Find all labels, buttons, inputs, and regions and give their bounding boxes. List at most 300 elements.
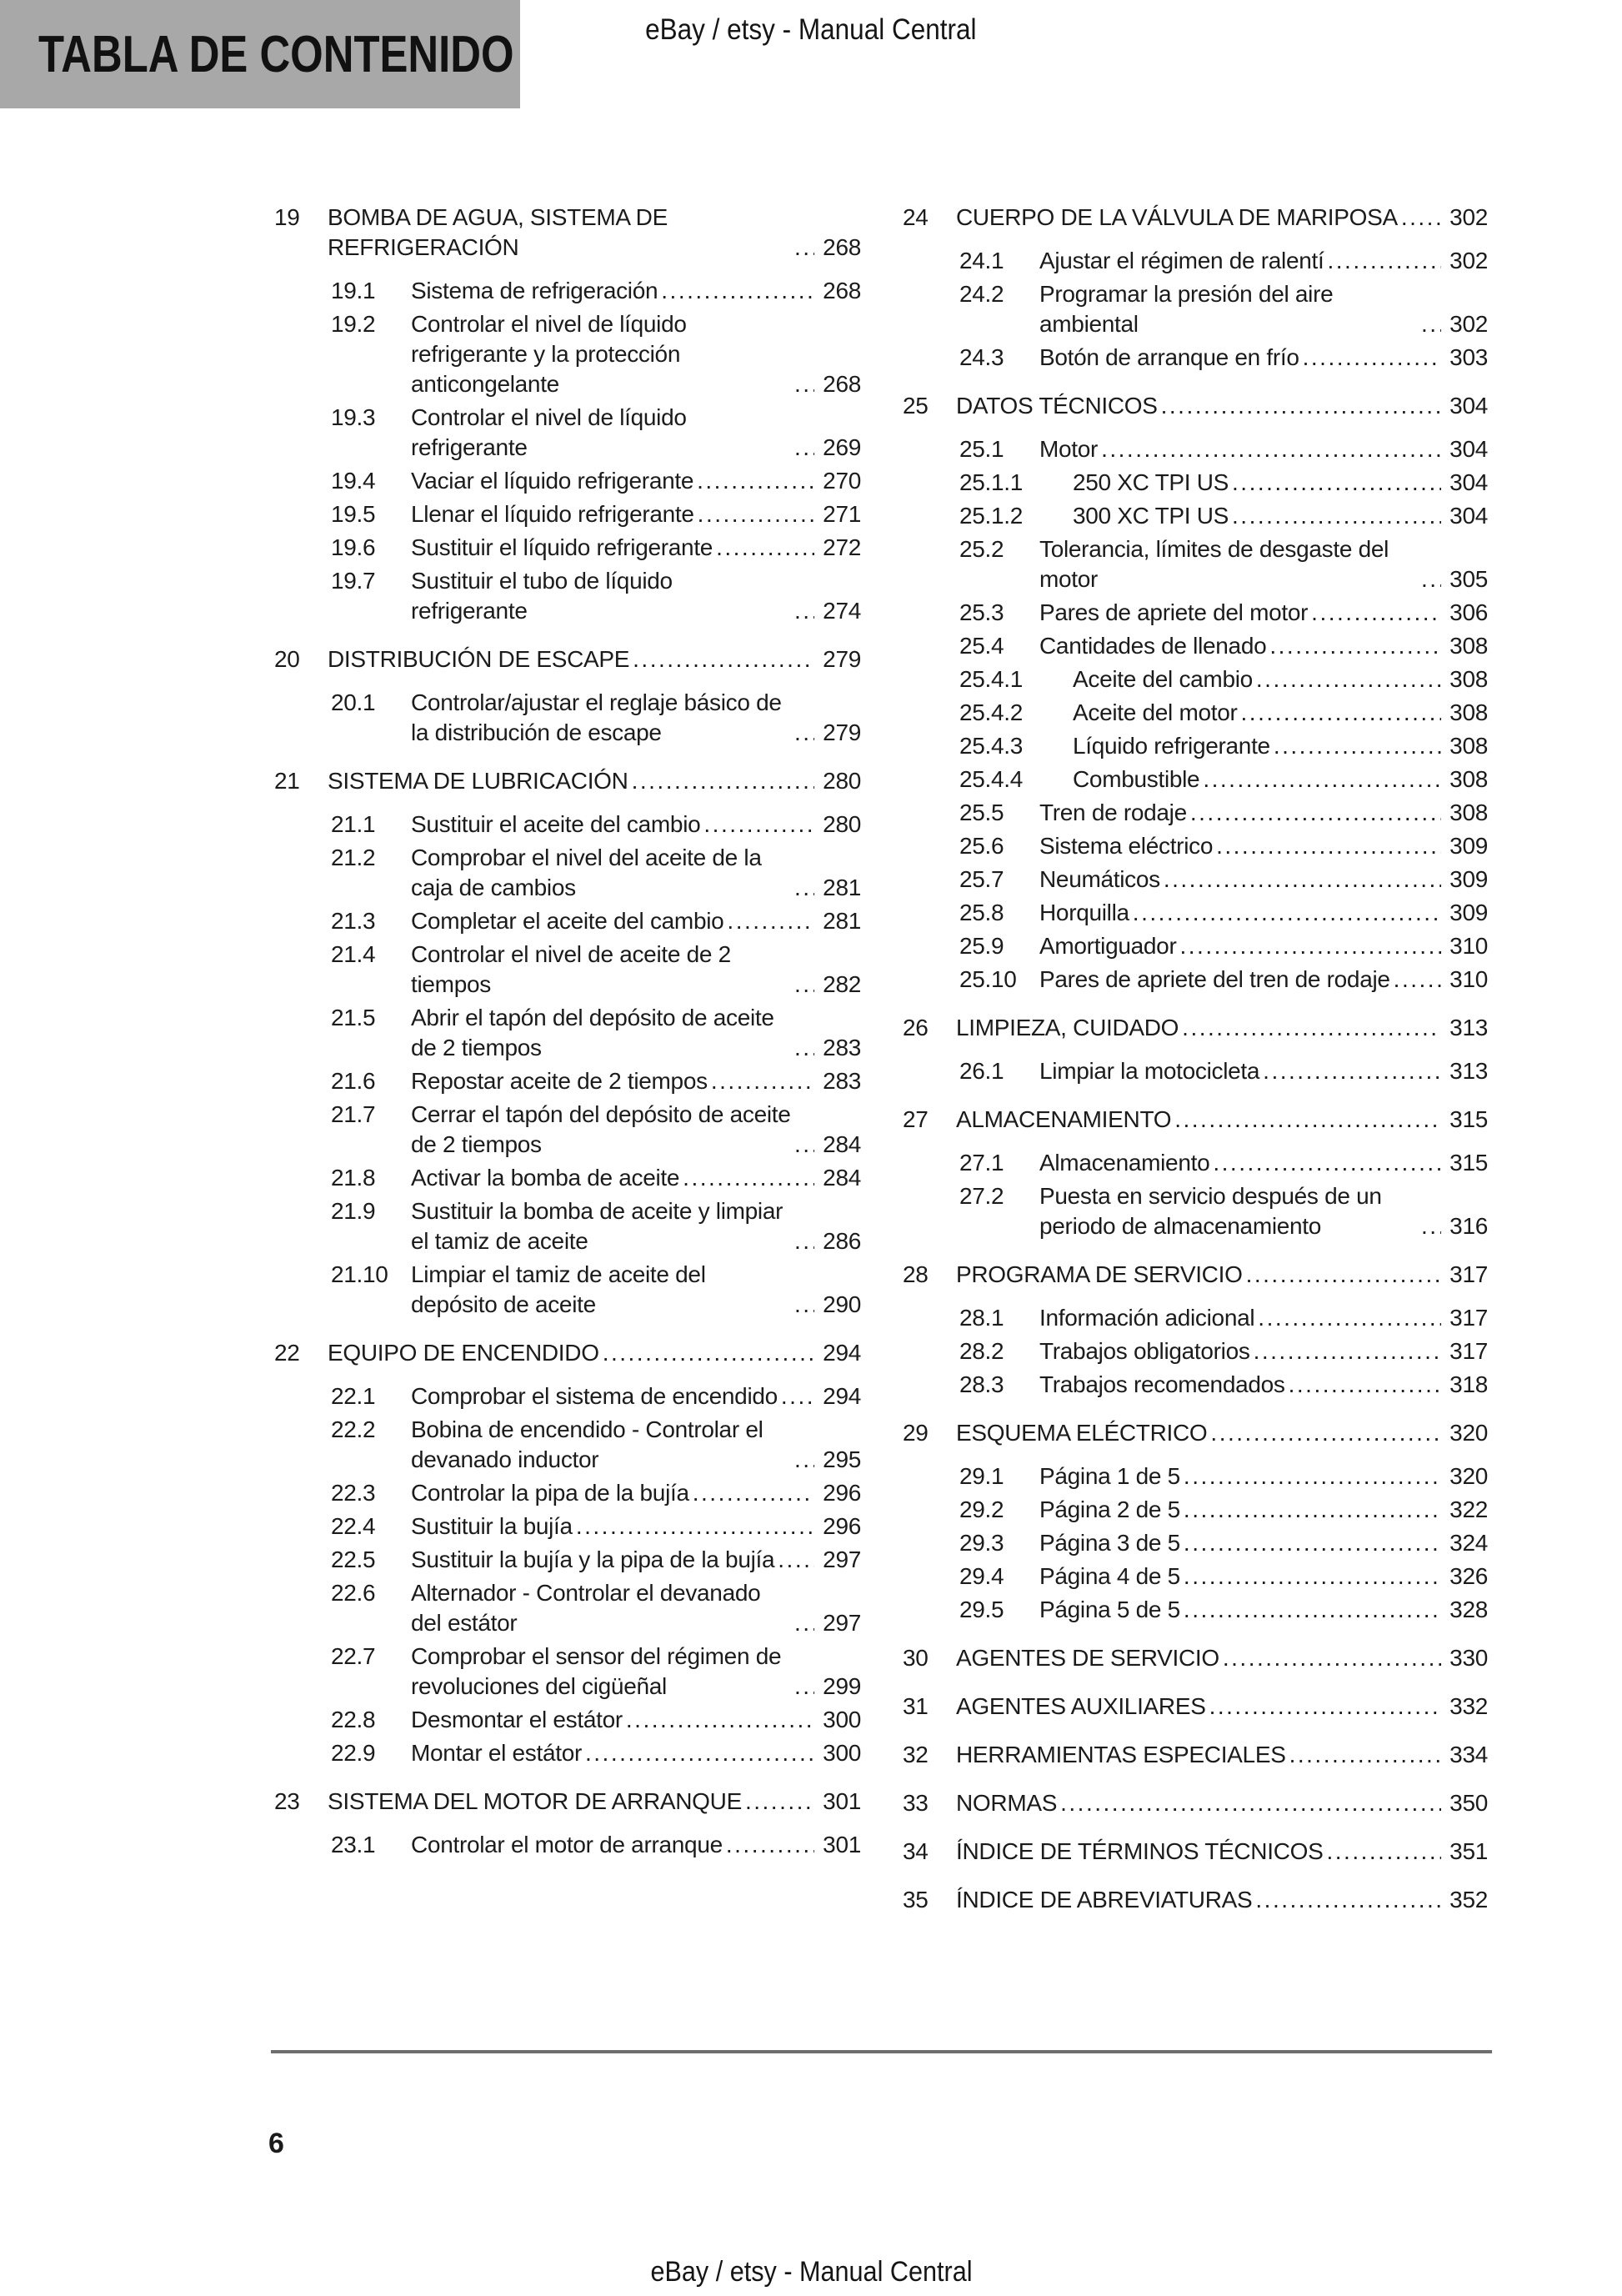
document-header — [0, 13, 1622, 47]
toc-entry-number: 23 — [274, 1788, 300, 1814]
toc-entry-page: 268 — [823, 278, 861, 303]
toc-entry-title: PROGRAMA DE SERVICIO — [956, 1261, 1243, 1287]
toc-entry-title: ÍNDICE DE TÉRMINOS TÉCNICOS — [956, 1838, 1324, 1864]
toc-chapter-row — [903, 1788, 1488, 1818]
toc-chapter-row — [903, 1885, 1488, 1915]
dot-leader — [1184, 1562, 1441, 1592]
toc-entry-number: 22 — [274, 1340, 300, 1366]
toc-entry-title: EQUIPO DE ENCENDIDO — [328, 1340, 599, 1366]
toc-chapter-entries — [903, 1303, 1488, 1400]
toc-entry-page: 274 — [823, 598, 861, 624]
toc-entry-title: Pares de apriete del motor — [1039, 599, 1309, 625]
toc-entry-title: Página 5 de 5 — [1039, 1597, 1180, 1622]
toc-entry-number: 28 — [903, 1261, 929, 1287]
toc-entry-row — [903, 631, 1488, 661]
toc-entry-page: 315 — [1449, 1106, 1488, 1132]
toc-entry-title: Bobina de encendido - Controlar el devanado inductor — [411, 1416, 763, 1472]
toc-entry-row — [274, 1163, 861, 1193]
dot-leader — [794, 970, 814, 1000]
toc-entry-row — [274, 1260, 861, 1320]
toc-chapter-entries — [903, 1056, 1488, 1086]
toc-entry-title: Comprobar el nivel del aceite de la caja de cambios — [411, 845, 762, 900]
toc-entry-title: Ajustar el régimen de ralentí — [1039, 248, 1324, 273]
toc-entry-page: 283 — [823, 1035, 861, 1060]
dot-leader — [1184, 1461, 1441, 1491]
toc-entry-row — [274, 1545, 861, 1575]
dot-leader — [1401, 203, 1441, 233]
toc-chapter — [274, 644, 861, 748]
toc-entry-title: Sustituir la bomba de aceite y limpiar el tamiz de aceite — [411, 1198, 783, 1254]
toc-entry-title: Botón de arranque en frío — [1039, 344, 1299, 370]
dot-leader — [1161, 391, 1441, 421]
toc-entry-row — [903, 1336, 1488, 1366]
toc-entry-title: Neumáticos — [1039, 866, 1160, 892]
dot-leader — [1303, 343, 1441, 373]
toc-entry-number: 34 — [903, 1838, 929, 1864]
toc-entry-title: Comprobar el sistema de encendido — [411, 1383, 778, 1409]
toc-entry-row — [274, 566, 861, 626]
toc-entry-title: NORMAS — [956, 1790, 1058, 1816]
dot-leader — [626, 1705, 814, 1735]
toc-entry-page: 304 — [1449, 393, 1488, 419]
toc-chapter — [903, 1643, 1488, 1673]
toc-chapter — [274, 203, 861, 626]
toc-entry-title: SISTEMA DE LUBRICACIÓN — [328, 768, 628, 794]
footer-divider — [271, 2050, 1492, 2053]
toc-chapter-entries — [903, 1148, 1488, 1241]
toc-entry-number: 21.7 — [331, 1101, 376, 1127]
toc-entry-number: 19.4 — [331, 468, 376, 494]
toc-chapter — [903, 1692, 1488, 1722]
toc-entry-row — [903, 1148, 1488, 1178]
toc-entry-title: ESQUEMA ELÉCTRICO — [956, 1420, 1208, 1446]
toc-entry-title: Página 2 de 5 — [1039, 1496, 1180, 1522]
dot-leader — [1289, 1740, 1441, 1770]
toc-entry-row — [274, 1196, 861, 1256]
toc-entry-page: 295 — [823, 1446, 861, 1472]
toc-entry-row — [903, 1528, 1488, 1558]
toc-entry-row — [274, 1511, 861, 1542]
toc-entry-number: 27.2 — [959, 1183, 1004, 1209]
toc-entry-page: 268 — [823, 371, 861, 397]
toc-entry-page: 269 — [823, 434, 861, 460]
toc-entry-number: 19 — [274, 204, 300, 230]
toc-entry-row — [903, 1303, 1488, 1333]
toc-entry-title: Página 1 de 5 — [1039, 1463, 1180, 1489]
toc-entry-number: 25.3 — [959, 599, 1004, 625]
toc-chapter — [903, 1105, 1488, 1241]
toc-entry-title: Controlar/ajustar el reglaje básico de la distribución de escape — [411, 689, 782, 745]
dot-leader — [778, 1545, 814, 1575]
toc-entry-page: 317 — [1449, 1261, 1488, 1287]
toc-chapter-entries — [903, 434, 1488, 995]
dot-leader — [1184, 1595, 1441, 1625]
toc-entry-page: 300 — [823, 1740, 861, 1766]
toc-entry-title: Página 4 de 5 — [1039, 1563, 1180, 1589]
toc-entry-page: 330 — [1449, 1645, 1488, 1671]
toc-entry-row — [903, 731, 1488, 761]
dot-leader — [1060, 1788, 1441, 1818]
toc-entry-page: 303 — [1449, 344, 1488, 370]
toc-entry-number: 21.4 — [331, 941, 376, 967]
toc-chapter-row — [903, 1740, 1488, 1770]
dot-leader — [794, 1033, 814, 1063]
toc-entry-title: Amortiguador — [1039, 933, 1177, 959]
toc-entry-number: 22.5 — [331, 1547, 376, 1572]
toc-entry-row — [274, 276, 861, 306]
toc-chapter-row — [274, 203, 861, 263]
toc-entry-title: Llenar el líquido refrigerante — [411, 501, 694, 527]
toc-entry-row — [903, 798, 1488, 828]
toc-entry-number: 19.6 — [331, 534, 376, 560]
toc-entry-title: Página 3 de 5 — [1039, 1530, 1180, 1556]
toc-entry-title: Abrir el tapón del depósito de aceite de 2 tiempos — [411, 1005, 774, 1060]
toc-entry-title: Controlar el nivel de líquido refrigerante — [411, 404, 687, 460]
toc-entry-number: 22.1 — [331, 1383, 376, 1409]
dot-leader — [1164, 865, 1441, 895]
toc-entry-title: Horquilla — [1039, 900, 1129, 925]
toc-entry-row — [274, 1738, 861, 1768]
toc-entry-page: 301 — [823, 1832, 861, 1857]
toc-entry-page: 304 — [1449, 469, 1488, 495]
toc-entry-number: 19.3 — [331, 404, 376, 430]
toc-entry-title: Limpiar el tamiz de aceite del depósito de aceite — [411, 1261, 706, 1317]
toc-entry-number: 27.1 — [959, 1150, 1004, 1176]
toc-entry-number: 28.1 — [959, 1305, 1004, 1331]
dot-leader — [1179, 931, 1441, 961]
toc-entry-row — [274, 533, 861, 563]
toc-entry-page: 281 — [823, 875, 861, 900]
toc-chapter — [903, 391, 1488, 995]
dot-leader — [1101, 434, 1441, 464]
toc-entry-number: 33 — [903, 1790, 929, 1816]
toc-entry-title: Tolerancia, límites de desgaste del motor — [1039, 536, 1389, 592]
dot-leader — [1184, 1495, 1441, 1525]
dot-leader — [697, 466, 814, 496]
toc-chapter-row — [274, 766, 861, 796]
dot-leader — [1232, 468, 1441, 498]
toc-chapter-entries — [903, 246, 1488, 373]
toc-entry-number: 22.6 — [331, 1580, 376, 1606]
toc-entry-title: Sustituir el líquido refrigerante — [411, 534, 713, 560]
toc-chapter-entries — [903, 1461, 1488, 1625]
toc-entry-row — [274, 403, 861, 463]
toc-entry-number: 25.5 — [959, 800, 1004, 825]
toc-entry-row — [903, 965, 1488, 995]
toc-entry-row — [274, 1003, 861, 1063]
toc-entry-title: Aceite del motor — [1073, 699, 1238, 725]
toc-entry-page: 315 — [1449, 1150, 1488, 1176]
toc-entry-title: Limpiar la motocicleta — [1039, 1058, 1260, 1084]
dot-leader — [683, 1163, 814, 1193]
toc-entry-number: 22.2 — [331, 1416, 376, 1442]
toc-entry-title: Completar el aceite del cambio — [411, 908, 724, 934]
toc-entry-title: Controlar el motor de arranque — [411, 1832, 723, 1857]
toc-entry-page: 318 — [1449, 1371, 1488, 1397]
toc-chapter — [274, 1338, 861, 1768]
dot-leader — [1256, 664, 1441, 694]
toc-entry-row — [903, 1056, 1488, 1086]
toc-entry-title: CUERPO DE LA VÁLVULA DE MARIPOSA — [956, 204, 1398, 230]
toc-entry-page: 308 — [1449, 733, 1488, 759]
toc-entry-page: 294 — [823, 1340, 861, 1366]
toc-chapter — [903, 1740, 1488, 1770]
toc-entry-title: Trabajos recomendados — [1039, 1371, 1285, 1397]
document-header-text: eBay / etsy - Manual Central — [645, 13, 977, 46]
toc-entry-title: Montar el estátor — [411, 1740, 582, 1766]
toc-entry-number: 25.7 — [959, 866, 1004, 892]
toc-entry-number: 25 — [903, 393, 929, 419]
toc-entry-row — [274, 1066, 861, 1096]
toc-entry-row — [903, 1461, 1488, 1491]
toc-entry-page: 270 — [823, 468, 861, 494]
toc-chapter-entries — [274, 810, 861, 1320]
toc-entry-page: 317 — [1449, 1338, 1488, 1364]
dot-leader — [1232, 501, 1441, 531]
dot-leader — [794, 596, 814, 626]
toc-entry-title: Líquido refrigerante — [1073, 733, 1270, 759]
toc-entry-number: 25.10 — [959, 966, 1017, 992]
toc-chapter-row — [903, 1013, 1488, 1043]
toc-entry-title: Aceite del cambio — [1073, 666, 1253, 692]
dot-leader — [794, 1130, 814, 1160]
toc-entry-row — [274, 1705, 861, 1735]
toc-entry-row — [903, 1562, 1488, 1592]
toc-entry-title: Controlar el nivel de aceite de 2 tiempos — [411, 941, 731, 997]
toc-entry-row — [274, 810, 861, 840]
dot-leader — [693, 1478, 814, 1508]
toc-entry-page: 302 — [1449, 311, 1488, 337]
toc-entry-number: 27 — [903, 1106, 929, 1132]
toc-entry-row — [903, 664, 1488, 694]
dot-leader — [1421, 564, 1441, 594]
toc-entry-page: 284 — [823, 1131, 861, 1157]
toc-entry-page: 326 — [1449, 1563, 1488, 1589]
toc-entry-page: 281 — [823, 908, 861, 934]
dot-leader — [1182, 1013, 1441, 1043]
dot-leader — [1223, 1643, 1441, 1673]
toc-column-right — [903, 203, 1488, 1915]
toc-entry-number: 29 — [903, 1420, 929, 1446]
toc-entry-page: 272 — [823, 534, 861, 560]
toc-chapter — [903, 203, 1488, 373]
toc-entry-page: 332 — [1449, 1693, 1488, 1719]
dot-leader — [711, 1066, 814, 1096]
toc-entry-number: 20.1 — [331, 689, 376, 715]
toc-entry-row — [274, 1381, 861, 1411]
toc-entry-title: Cantidades de llenado — [1039, 633, 1267, 659]
toc-entry-page: 306 — [1449, 599, 1488, 625]
toc-entry-number: 25.4.4 — [959, 766, 1024, 792]
dot-leader — [794, 233, 814, 263]
toc-entry-number: 19.5 — [331, 501, 376, 527]
toc-entry-number: 29.1 — [959, 1463, 1004, 1489]
toc-entry-page: 308 — [1449, 800, 1488, 825]
toc-entry-row — [903, 534, 1488, 594]
toc-entry-row — [274, 906, 861, 936]
toc-chapter-row — [903, 1643, 1488, 1673]
dot-leader — [794, 369, 814, 399]
toc-entry-number: 24.1 — [959, 248, 1004, 273]
toc-entry-title: Sustituir la bujía y la pipa de la bujía — [411, 1547, 775, 1572]
toc-entry-number: 21.8 — [331, 1165, 376, 1191]
toc-entry-number: 32 — [903, 1742, 929, 1767]
toc-entry-number: 22.9 — [331, 1740, 376, 1766]
toc-entry-number: 31 — [903, 1693, 929, 1719]
dot-leader — [1327, 246, 1441, 276]
toc-entry-title: DISTRIBUCIÓN DE ESCAPE — [328, 646, 630, 672]
toc-chapter — [903, 1418, 1488, 1625]
toc-entry-number: 24.3 — [959, 344, 1004, 370]
toc-entry-number: 25.4 — [959, 633, 1004, 659]
toc-entry-page: 309 — [1449, 866, 1488, 892]
toc-entry-page: 297 — [823, 1547, 861, 1572]
toc-entry-page: 317 — [1449, 1305, 1488, 1331]
toc-entry-title: AGENTES AUXILIARES — [956, 1693, 1206, 1719]
dot-leader — [698, 499, 814, 529]
dot-leader — [661, 276, 814, 306]
toc-entry-number: 19.2 — [331, 311, 376, 337]
toc-entry-row — [903, 1370, 1488, 1400]
toc-chapter — [903, 1837, 1488, 1867]
toc-entry-page: 280 — [823, 811, 861, 837]
toc-entry-title: Motor — [1039, 436, 1099, 462]
toc-entry-row — [274, 499, 861, 529]
dot-leader — [794, 1608, 814, 1638]
page-title: TABLA DE CONTENIDO — [38, 25, 514, 83]
toc-chapter — [274, 766, 861, 1320]
dot-leader — [794, 1226, 814, 1256]
toc-entry-row — [274, 843, 861, 903]
toc-entry-page: 279 — [823, 719, 861, 745]
toc-entry-page: 294 — [823, 1383, 861, 1409]
toc-chapter-row — [903, 391, 1488, 421]
toc-entry-page: 350 — [1449, 1790, 1488, 1816]
toc-entry-number: 21.10 — [331, 1261, 388, 1287]
toc-entry-number: 30 — [903, 1645, 929, 1671]
toc-chapter-row — [903, 1105, 1488, 1135]
toc-entry-number: 25.4.3 — [959, 733, 1024, 759]
toc-entry-title: Sistema eléctrico — [1039, 833, 1214, 859]
toc-chapter-row — [274, 1787, 861, 1817]
toc-entry-page: 297 — [823, 1610, 861, 1636]
toc-entry-title: Activar la bomba de aceite — [411, 1165, 680, 1191]
toc-entry-page: 322 — [1449, 1496, 1488, 1522]
toc-entry-number: 26 — [903, 1015, 929, 1040]
toc-entry-page: 296 — [823, 1513, 861, 1539]
toc-entry-page: 328 — [1449, 1597, 1488, 1622]
toc-entry-row — [903, 764, 1488, 795]
toc-entry-row — [274, 688, 861, 748]
toc-entry-row — [274, 1830, 861, 1860]
dot-leader — [576, 1511, 814, 1542]
toc-entry-row — [903, 501, 1488, 531]
toc-chapter-entries — [274, 276, 861, 626]
toc-entry-page: 279 — [823, 646, 861, 672]
toc-entry-row — [903, 343, 1488, 373]
toc-chapter-row — [903, 203, 1488, 233]
toc-entry-number: 25.2 — [959, 536, 1004, 562]
toc-entry-page: 320 — [1449, 1420, 1488, 1446]
toc-entry-title: Repostar aceite de 2 tiempos — [411, 1068, 708, 1094]
toc-chapter-entries — [274, 1381, 861, 1768]
dot-leader — [1311, 598, 1441, 628]
toc-entry-page: 284 — [823, 1165, 861, 1191]
page-number: 6 — [268, 2128, 284, 2159]
toc-entry-number: 28.3 — [959, 1371, 1004, 1397]
toc-entry-number: 25.1.2 — [959, 503, 1024, 529]
toc-entry-title: Almacenamiento — [1039, 1150, 1210, 1176]
toc-entry-page: 324 — [1449, 1530, 1488, 1556]
toc-entry-title: SISTEMA DEL MOTOR DE ARRANQUE — [328, 1788, 742, 1814]
toc-entry-row — [903, 1595, 1488, 1625]
toc-entry-number: 26.1 — [959, 1058, 1004, 1084]
toc-entry-number: 21.1 — [331, 811, 376, 837]
dot-leader — [633, 644, 814, 674]
toc-entry-title: ALMACENAMIENTO — [956, 1106, 1172, 1132]
toc-entry-page: 304 — [1449, 436, 1488, 462]
toc-entry-title: Desmontar el estátor — [411, 1707, 623, 1732]
toc-entry-row — [903, 1181, 1488, 1241]
toc-entry-number: 29.3 — [959, 1530, 1004, 1556]
dot-leader — [781, 1381, 814, 1411]
dot-leader — [745, 1787, 814, 1817]
toc-entry-page: 283 — [823, 1068, 861, 1094]
toc-entry-page: 302 — [1449, 248, 1488, 273]
toc-entry-page: 310 — [1449, 933, 1488, 959]
toc-entry-page: 309 — [1449, 900, 1488, 925]
toc-entry-title: Sistema de refrigeración — [411, 278, 658, 303]
toc-entry-row — [903, 831, 1488, 861]
dot-leader — [1174, 1105, 1441, 1135]
toc-entry-number: 25.1.1 — [959, 469, 1024, 495]
toc-entry-row — [274, 940, 861, 1000]
toc-entry-number: 22.7 — [331, 1643, 376, 1669]
toc-entry-number: 23.1 — [331, 1832, 376, 1857]
toc-entry-page: 302 — [1449, 204, 1488, 230]
toc-chapter-row — [274, 1338, 861, 1368]
toc-entry-page: 282 — [823, 971, 861, 997]
dot-leader — [1133, 898, 1441, 928]
toc-entry-title: Vaciar el líquido refrigerante — [411, 468, 694, 494]
toc-entry-row — [903, 931, 1488, 961]
toc-entry-row — [274, 466, 861, 496]
dot-leader — [603, 1338, 814, 1368]
toc-chapter-row — [903, 1692, 1488, 1722]
toc-entry-title: HERRAMIENTAS ESPECIALES — [956, 1742, 1286, 1767]
dot-leader — [632, 766, 814, 796]
toc-chapter — [903, 1885, 1488, 1915]
dot-leader — [1190, 798, 1441, 828]
toc-entry-number: 21 — [274, 768, 300, 794]
toc-entry-page: 316 — [1449, 1213, 1488, 1239]
toc-chapter-row — [903, 1260, 1488, 1290]
toc-entry-title: ÍNDICE DE ABREVIATURAS — [956, 1887, 1253, 1912]
toc-entry-title: Controlar el nivel de líquido refrigerante y la protección anticongelante — [411, 311, 687, 397]
dot-leader — [1421, 1211, 1441, 1241]
toc-entry-row — [903, 468, 1488, 498]
toc-entry-title: Información adicional — [1039, 1305, 1255, 1331]
document-footer — [0, 2256, 1622, 2288]
dot-leader — [727, 906, 814, 936]
toc-entry-page: 296 — [823, 1480, 861, 1506]
toc-entry-number: 21.5 — [331, 1005, 376, 1030]
dot-leader — [1269, 631, 1441, 661]
toc-entry-title: AGENTES DE SERVICIO — [956, 1645, 1219, 1671]
toc-entry-title: Sustituir la bujía — [411, 1513, 573, 1539]
toc-entry-page: 308 — [1449, 699, 1488, 725]
toc-entry-title: 250 XC TPI US — [1073, 469, 1229, 495]
